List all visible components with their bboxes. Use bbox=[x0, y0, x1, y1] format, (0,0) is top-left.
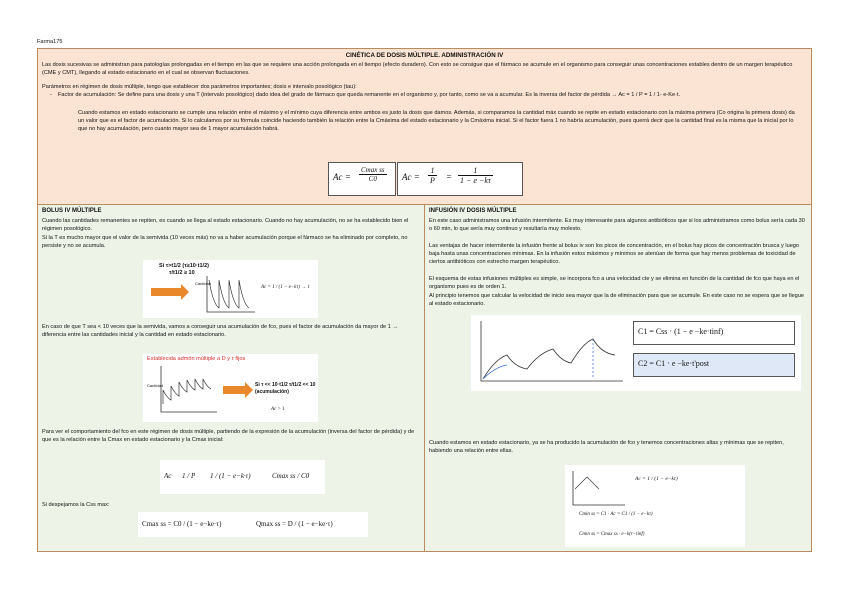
document-table bbox=[37, 48, 812, 552]
graph-formula: Ac > 1 bbox=[271, 407, 285, 412]
infusion-column bbox=[425, 205, 811, 551]
graph-label: τ/t1/2 << 10 bbox=[289, 382, 316, 388]
graph-title: Establecida admón múltiple a D y τ fijos bbox=[147, 356, 246, 362]
decay-curve-icon bbox=[205, 274, 257, 314]
infusion-paragraph-5: Cuando estamos en estado estacionario, ya se ha producido la acumulación de fco y tenemos concentraciones altas y mínimas que se repiten, habiendo una relación entre ellas. bbox=[429, 440, 784, 454]
bolus-paragraph-2: Si la T es mucho mayor que el valor de la semivida (10 veces más) no va a haber acumulación porque el fármaco se ha eliminado por completo, no persiste y no se acumula. bbox=[42, 235, 408, 249]
params-paragraph: Parámetros en régimen de dosis múltiple, tengo que establecer dos parámetros importantes; dosis e intervalo posológico (tau): bbox=[42, 84, 357, 90]
page-label: Farma175 bbox=[37, 39, 63, 45]
formula-css-q: Qmax ss = D / (1 − e−ke·τ) bbox=[256, 520, 333, 528]
formula-ac-cmax bbox=[328, 162, 396, 196]
bullet-dash: - bbox=[50, 92, 52, 98]
graph-formula: Ac = 1 / (1 − e−kτ) → 1 bbox=[261, 285, 310, 290]
formula-c2: C2 = C1 · e −ke·t'post bbox=[638, 359, 710, 368]
formula-fraction bbox=[428, 166, 437, 185]
numerator: Cmax ss bbox=[361, 166, 385, 174]
formula-ac-loss bbox=[397, 162, 523, 196]
graph-formula: Cmin ss = Cmax ss · e−k(τ−tinf) bbox=[579, 532, 645, 537]
formula-fraction bbox=[359, 166, 387, 183]
infusion-paragraph-3: El esquema de estas infusiones múltiples es simple, se incorpora fco a una velocidad cte y se elimina en función de la cantidad de fco que haya en el organismo pues es de orden 1. bbox=[429, 276, 800, 290]
bolus-paragraph-1: Cuando las cantidades remanentes se repiten, es cuando se llega al estado estacionario. Cuando no hay acumulación, no se ha establecido bien el régimen posológico. bbox=[42, 218, 409, 232]
formula-fraction-2 bbox=[458, 166, 493, 185]
infusion-graph bbox=[471, 315, 801, 391]
formula-lhs: Ac = bbox=[333, 172, 351, 182]
infusion-title: INFUSIÓN IV DOSIS MÚLTIPLE bbox=[429, 208, 517, 214]
numerator: 1 bbox=[428, 166, 437, 176]
bolus-paragraph-5: Si despejamos la Css max: bbox=[42, 502, 110, 508]
intro-section bbox=[38, 49, 811, 205]
infusion-paragraph-4: Al principio tenemos que calcular la velocidad de inicio sea mayor que la de eliminación para que se acumule. En este caso no se espera que se llegue al estado estacionario. bbox=[429, 293, 805, 307]
bullet-text: Factor de acumulación: Se define para una dosis y una T (intervalo posológico) dado idea del grado de fármaco que queda remanente en el organismo y, por tanto, como se va a acumular. Es la inversa del factor de pérdida → Ac = 1 / P = 1 / 1- e-Ke·t. bbox=[58, 92, 681, 98]
steady-state-paragraph: Cuando estamos en estado estacionario se cumple una relación entre el máximo y el mínimo cuya diferencia entre ambos es justo la dosis que damos. Además, si comparamos la cantidad máx cuando se repite en estado estacionario con la máxima primera (Co origina la primera dosis) da un valor que es el factor de acumulación. Si lo calculamos por su fórmula coincide haciendo también la relación entre la Cmáxima del estado estacionario y la Cmáxima inicial. Si el factor fuera 1 no habría acumulación, pues querrá decir que la cantidad final es la misma que la inicial por lo que no hay acumulación, pero cuanto mayor sea de 1 mayor acumulación habrá. bbox=[78, 110, 795, 132]
steady-state-graph bbox=[565, 465, 745, 547]
infusion-paragraph-2: Las ventajas de hacer intermitente la infusión frente al bolus iv son los picos de concentración, en el bolus hay picos de concentración brusca y luego baja hasta unas concentraciones mínimas. En la infusión estos máximos y mínimos se atenúan de forma que hay menos problemas de toxicidad de ciertos antibióticos con estrecho margen terapéutico. bbox=[429, 243, 800, 265]
formula-css bbox=[138, 512, 368, 537]
formula-equals: = bbox=[446, 172, 453, 182]
formula-lhs: Ac = bbox=[402, 172, 420, 182]
graph-label: τ/t1/2 ≥ 10 bbox=[169, 270, 195, 276]
formula-term: Cmax ss / C0 bbox=[272, 472, 310, 480]
steady-state-curve-icon bbox=[569, 469, 629, 509]
axis-label: Cantidad bbox=[195, 281, 212, 286]
formula-c2-box bbox=[633, 353, 795, 377]
accumulation-graph-2 bbox=[143, 354, 318, 422]
bolus-title: BOLUS IV MÚLTIPLE bbox=[42, 208, 102, 214]
bolus-paragraph-4: Para ver el comportamiento del fco en este régimen de dosis múltiple, partiendo de la expresión de la acumulación (inversa del factor de pérdida) y de que es la relación entre la Cmax en estado estacionario y la Cmax inicial: bbox=[42, 429, 415, 443]
formula-c1: C1 = Css · (1 − e −ke·tinf) bbox=[638, 327, 724, 336]
graph-label: (acumulación) bbox=[255, 389, 289, 395]
accumulation-bullet bbox=[50, 91, 803, 99]
graph-label: Si τ>t1/2 (τ≥10·t1/2) bbox=[159, 263, 209, 269]
formula-css-c: Cmax ss = C0 / (1 − e−ke·τ) bbox=[142, 520, 222, 528]
intro-paragraph: Las dosis sucesivas se administran para patologías prolongadas en el tiempo en las que se requiere una acción prolongada en el tiempo (efecto duradero). Con esto se consigue que el fármaco se acumule en el organismo para conseguir unas concentraciones estables dentro de un margen terapéutico (CME y CMT), llegando al estado estacionario en el cual se observan fluctuaciones. bbox=[42, 62, 793, 76]
infusion-curve-icon bbox=[475, 319, 625, 387]
accumulation-curve-icon bbox=[159, 364, 219, 416]
arrow-icon bbox=[223, 386, 245, 394]
numerator: 1 bbox=[458, 166, 493, 176]
graph-formula: Cmin ss = C1 · Ac = C1 / (1 − e−kτ) bbox=[579, 512, 653, 517]
bolus-paragraph-3: En caso de que T sea < 10 veces que la semivida, vamos a conseguir una acumulación de fco, pues el factor de acumulación da mayor de 1 → diferencia entre las cantidades inicial y la cantidad en estado estacionario. bbox=[42, 324, 398, 338]
denominator: 1 − e −kτ bbox=[460, 176, 491, 185]
graph-formula: Ac = 1 / (1 − e−kτ) bbox=[635, 476, 678, 482]
graph-label: Si τ << 10·t1/2 bbox=[255, 382, 288, 388]
axis-label: Cantidad bbox=[147, 383, 164, 388]
arrow-icon bbox=[151, 288, 181, 296]
formula-ac: Ac bbox=[164, 472, 172, 480]
bolus-column bbox=[38, 205, 425, 551]
denominator: P bbox=[430, 176, 435, 185]
accumulation-graph-1 bbox=[143, 260, 318, 318]
formula-term: 1 / (1 − e−k·τ) bbox=[210, 472, 251, 480]
formula-term: 1 / P bbox=[182, 472, 196, 480]
denominator: C0 bbox=[368, 175, 377, 183]
section-title: CINÉTICA DE DOSIS MÚLTIPLE. ADMINISTRACIÓN IV bbox=[345, 52, 504, 59]
formula-ac-expanded bbox=[160, 460, 325, 494]
formula-c1-box bbox=[633, 321, 795, 345]
infusion-paragraph-1: En este caso administramos una infusión intermitente. Es muy interesante para algunos antibióticos que si los administramos como bolus sería cada 30 o 60 min, lo que sería muy continuo y resultaría muy molesto. bbox=[429, 218, 805, 232]
